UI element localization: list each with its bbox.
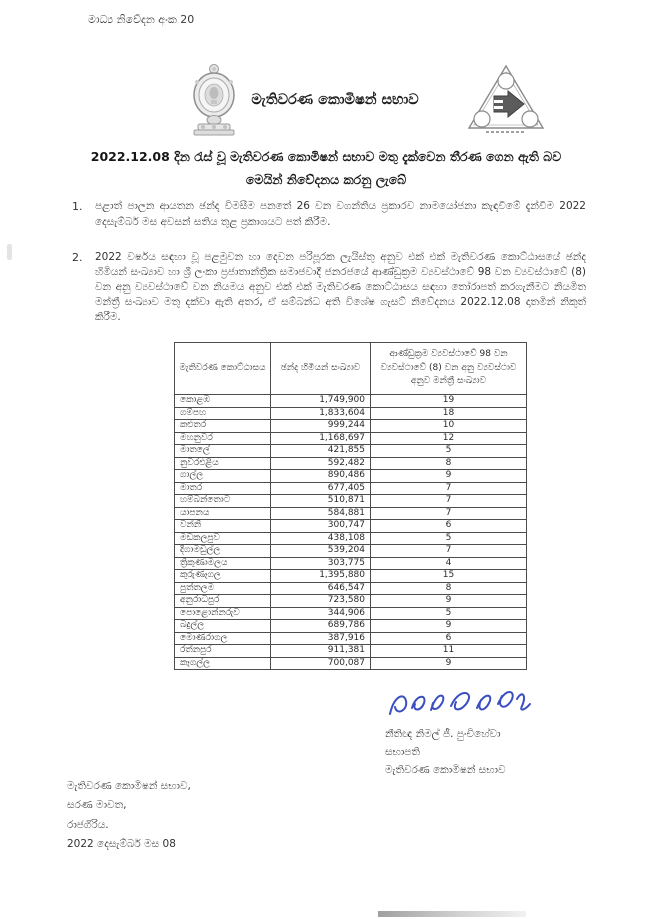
table-row — [175, 570, 527, 583]
district-cell: රත්නපුර — [175, 645, 271, 658]
electors-cell: 890,486 — [271, 470, 371, 483]
electors-cell: 584,881 — [271, 507, 371, 520]
electors-cell: 387,916 — [271, 632, 371, 645]
members-cell: 7 — [371, 495, 527, 508]
footer-line: මැතිවරණ කොමිෂන් සභාව, — [67, 780, 191, 792]
table-row — [175, 470, 527, 483]
members-cell: 6 — [371, 632, 527, 645]
table-row — [175, 520, 527, 533]
electors-cell: 700,087 — [271, 657, 371, 670]
members-cell: 8 — [371, 457, 527, 470]
table-row — [175, 557, 527, 570]
members-cell: 11 — [371, 645, 527, 658]
district-table-body — [175, 395, 527, 670]
footer-line: සරණ මාවත, — [67, 799, 127, 812]
table-row — [175, 595, 527, 608]
district-cell: ගම්පහ — [175, 407, 271, 420]
electors-cell: 646,547 — [271, 582, 371, 595]
table-row — [175, 507, 527, 520]
electors-cell: 1,395,880 — [271, 570, 371, 583]
district-cell: වන්නි — [175, 520, 271, 533]
decision-heading-line2: මෙයින් නිවේදනය කරනු ලැබේ — [245, 171, 407, 187]
members-cell: 5 — [371, 607, 527, 620]
district-cell: අනුරාධපුර — [175, 595, 271, 608]
header-row — [175, 343, 527, 395]
members-cell: 6 — [371, 520, 527, 533]
district-cell: දිගාමඩුල්ල — [175, 545, 271, 558]
district-cell: මොණරාගල — [175, 632, 271, 645]
table-row — [175, 482, 527, 495]
district-members-table — [174, 342, 527, 670]
members-cell: 9 — [371, 595, 527, 608]
members-cell: 7 — [371, 482, 527, 495]
list-item-2 — [72, 250, 586, 325]
table-row — [175, 395, 527, 408]
members-cell: 8 — [371, 582, 527, 595]
table-row — [175, 545, 527, 558]
table-row — [175, 445, 527, 458]
district-cell: කුරුණෑගල — [175, 570, 271, 583]
members-cell: 9 — [371, 470, 527, 483]
district-cell: කළුතර — [175, 420, 271, 433]
scan-smudge-artifact — [7, 244, 12, 260]
election-commission-logo-icon — [464, 62, 548, 144]
members-cell: 19 — [371, 395, 527, 408]
table-row — [175, 457, 527, 470]
list-item-2-text: 2022 වර්ෂය සඳහා වූ පළමුවන හා දෙවන පරිපූරක ලැයිස්තු අනුව එක් එක් මැතිවරණ කොට්ඨාසයේ ඡන්ද හිමියන් සංඛ්‍යාව හා ශ්‍රී ලංකා ප්‍රජාතාන්ත්‍රික සමාජවාදී ජනරජයේ ආණ්ඩුක්‍රම ව්‍යවස්ථාවේ 98 වන ව්‍යවස්ථාවේ (8) වන අනු ව්‍යවස්ථාවේ වන නියමය අනුව එක් එක් මැතිවරණ කොට්ඨාසය සඳහා තෝරාපත් කරගැනීමට නියමිත මන්ත්‍රී සංඛ්‍යාව මතු දක්වා ඇති අතර, ඒ සම්බන්ධ අති විශේෂ ගැසට් නිවේදනය 2022.12.08 දාතමින් නිකුත් කිරීම. — [95, 251, 586, 323]
members-cell: 7 — [371, 545, 527, 558]
members-cell: 10 — [371, 420, 527, 433]
electors-cell: 592,482 — [271, 457, 371, 470]
electors-cell: 344,906 — [271, 607, 371, 620]
table-row — [175, 532, 527, 545]
list-item-2-number: 2. — [72, 251, 83, 264]
table-row — [175, 582, 527, 595]
electors-cell: 689,786 — [271, 620, 371, 633]
electors-cell: 723,580 — [271, 595, 371, 608]
electors-cell: 421,855 — [271, 445, 371, 458]
media-release-number: මාධ්‍ය නිවේදන අංක 20 — [88, 13, 195, 26]
district-cell: කොළඹ — [175, 395, 271, 408]
org-title: මැතිවරණ කොමිෂන් සභාව — [251, 92, 419, 108]
members-cell: 7 — [371, 507, 527, 520]
district-cell: බදුල්ල — [175, 620, 271, 633]
district-cell: නුවරඑළිය — [175, 457, 271, 470]
electors-cell: 438,108 — [271, 532, 371, 545]
scan-edge-artifact — [378, 911, 526, 917]
table-row — [175, 432, 527, 445]
table-row — [175, 495, 527, 508]
table-row — [175, 620, 527, 633]
table-row — [175, 657, 527, 670]
district-cell: මඩකලපුව — [175, 532, 271, 545]
footer-line: 2022 දෙසැම්බර් මස 08 — [67, 838, 176, 851]
members-cell: 9 — [371, 657, 527, 670]
electors-cell: 999,244 — [271, 420, 371, 433]
table-row — [175, 420, 527, 433]
district-cell: ගාල්ල — [175, 470, 271, 483]
district-cell: මාතලේ — [175, 445, 271, 458]
district-cell: මහනුවර — [175, 432, 271, 445]
header-members-count: ආණ්ඩුක්‍රම ව්‍යවස්ථාවේ 98 වන ව්‍යවස්ථාවේ (8) වන අනු ව්‍යවස්ථාව අනුව මන්ත්‍රී සංඛ්‍යාව — [371, 343, 527, 395]
members-cell: 5 — [371, 445, 527, 458]
list-item-1-text: පළාත් පාලන ආයතන ඡන්ද විමසීම පනතේ 26 වන වගන්තිය ප්‍රකාරව නාමයෝජනා කැඳවීමේ දැන්වීම 2022 දෙසැම්බර් මස අවසන් සතිය තුළ ප්‍රකාශයට පත් කිරීම. — [95, 200, 586, 228]
members-cell: 12 — [371, 432, 527, 445]
header-electoral-district: මැතිවරණ කොට්ඨාසය — [175, 343, 271, 395]
list-item-1-number: 1. — [72, 200, 83, 213]
electors-cell: 539,204 — [271, 545, 371, 558]
district-cell: පුත්තලම — [175, 582, 271, 595]
signature-ink-icon — [385, 684, 535, 724]
electors-cell: 1,749,900 — [271, 395, 371, 408]
electors-cell: 911,381 — [271, 645, 371, 658]
electors-cell: 300,747 — [271, 520, 371, 533]
table-row — [175, 607, 527, 620]
members-cell: 9 — [371, 620, 527, 633]
electors-cell: 1,833,604 — [271, 407, 371, 420]
electors-cell: 677,405 — [271, 482, 371, 495]
members-cell: 18 — [371, 407, 527, 420]
signatory-name: නීතිඥ නිමල් ජී. පුංචිහේවා — [385, 728, 501, 740]
members-cell: 4 — [371, 557, 527, 570]
decision-heading-line1: 2022.12.08 දින රැස් වූ මැතිවරණ කොමිෂන් සභාව මතු දැක්වෙන තීරණ ගෙන ඇති බව — [90, 149, 562, 164]
table-row — [175, 632, 527, 645]
district-cell: කෑගල්ල — [175, 657, 271, 670]
district-cell: මාතර — [175, 482, 271, 495]
electors-cell: 1,168,697 — [271, 432, 371, 445]
signatory-organization: මැතිවරණ කොමිෂන් සභාව — [385, 763, 506, 776]
district-cell: පොළොන්නරුව — [175, 607, 271, 620]
list-item-1 — [72, 199, 586, 230]
electors-cell: 303,775 — [271, 557, 371, 570]
header-electors-count: ඡන්ද හිමියන් සංඛ්‍යාව — [271, 343, 371, 395]
decision-heading — [70, 146, 582, 191]
district-cell: හම්බන්තොට — [175, 495, 271, 508]
members-cell: 5 — [371, 532, 527, 545]
table-row — [175, 407, 527, 420]
district-table-head — [175, 343, 527, 395]
members-cell: 15 — [371, 570, 527, 583]
table-row — [175, 645, 527, 658]
electors-cell: 510,871 — [271, 495, 371, 508]
footer-address — [67, 777, 191, 855]
district-cell: යාපනය — [175, 507, 271, 520]
district-cell: ත්‍රිකුණාමලය — [175, 557, 271, 570]
signature-block — [385, 684, 585, 780]
footer-line: රාජගිරිය. — [67, 818, 109, 831]
signatory-title: සභාපති — [385, 745, 420, 758]
